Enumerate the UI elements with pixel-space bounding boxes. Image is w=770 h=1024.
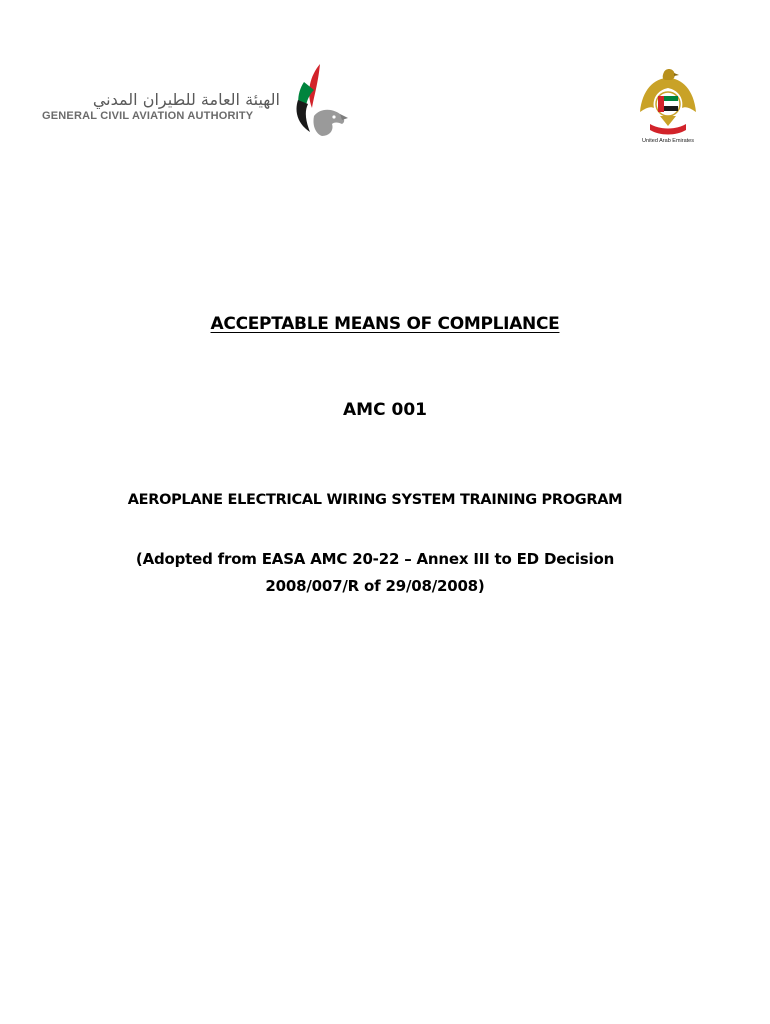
gcaa-english-name: GENERAL CIVIL AVIATION AUTHORITY (42, 110, 254, 122)
gcaa-falcon-icon (290, 62, 352, 140)
uae-emblem-caption: United Arab Emirates (642, 138, 694, 144)
document-header (0, 0, 770, 160)
adoption-note-line-1: (Adopted from EASA AMC 20-22 – Annex III to ED Decision (135, 550, 615, 568)
uae-emblem (636, 68, 700, 150)
gcaa-arabic-name: الهيئة العامة للطيران المدني (92, 90, 280, 109)
document-subject: AEROPLANE ELECTRICAL WIRING SYSTEM TRAINING PROGRAM (127, 492, 623, 508)
amc-number: AMC 001 (343, 400, 427, 420)
adoption-note-line-2: 2008/007/R of 29/08/2008) (265, 577, 485, 595)
uae-falcon-emblem-icon (636, 68, 700, 136)
gcaa-logo (42, 62, 362, 142)
document-title (0, 314, 770, 334)
adoption-note (100, 546, 650, 600)
document-title-text: ACCEPTABLE MEANS OF COMPLIANCE (210, 314, 560, 334)
